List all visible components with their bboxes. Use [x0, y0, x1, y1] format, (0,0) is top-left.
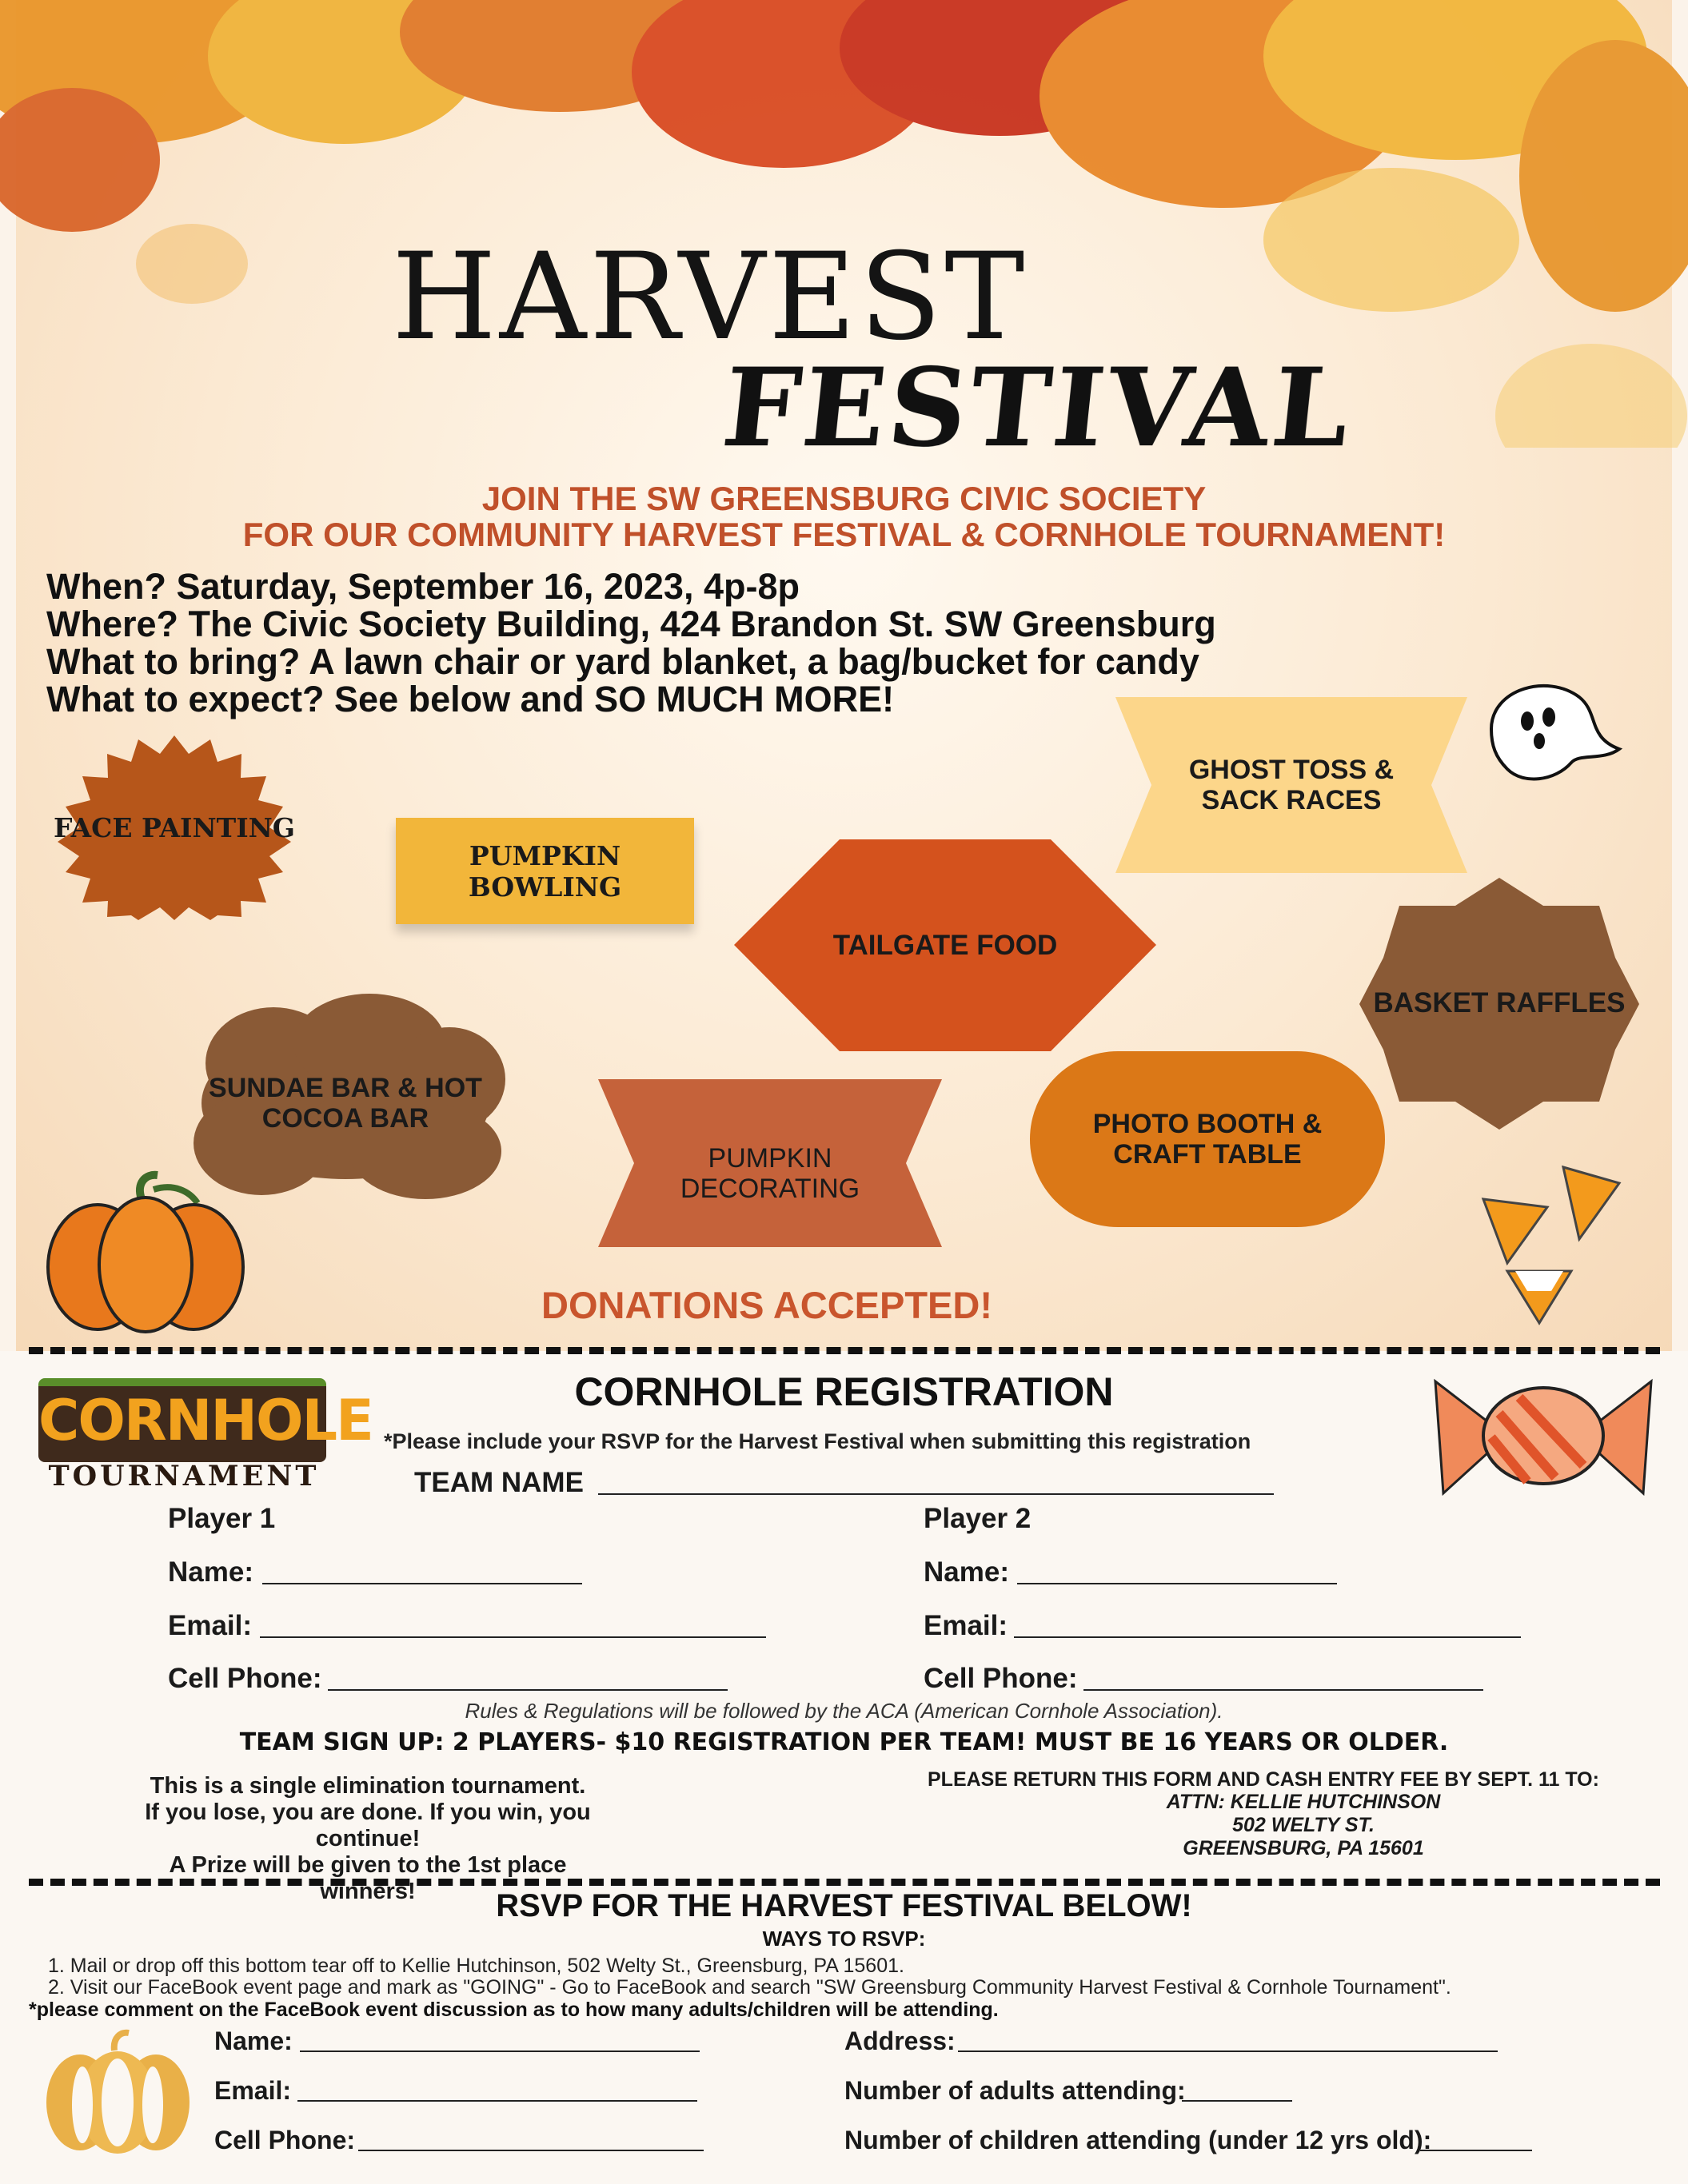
team-name-field[interactable] — [598, 1493, 1274, 1495]
rsvp-item-1: 1. Mail or drop off this bottom tear off to Kellie Hutchinson, 502 Welty St., Greensburg, PA 15601. — [48, 1955, 904, 1977]
rsvp-email-field[interactable] — [297, 2100, 697, 2102]
player1-phone-field[interactable] — [328, 1689, 728, 1691]
rsvp-email-label: Email: — [214, 2076, 292, 2105]
return-city: GREENSBURG, PA 15601 — [1183, 1837, 1424, 1859]
rsvp-name-field[interactable] — [300, 2050, 700, 2052]
rsvp-adults-field[interactable] — [1182, 2100, 1292, 2102]
player2-phone-label: Cell Phone: — [924, 1663, 1078, 1694]
ghost-icon — [1459, 673, 1635, 793]
rsvp-address-label: Address: — [844, 2027, 956, 2055]
rsvp-title: RSVP FOR THE HARVEST FESTIVAL BELOW! — [496, 1888, 1192, 1923]
player2-name-label: Name: — [924, 1556, 1009, 1588]
rsvp-item-2: 2. Visit our FaceBook event page and mark as "GOING" - Go to FaceBook and search "SW Greensburg Community Harvest Festival & Cornhole Tournament". — [48, 1976, 1451, 1999]
info-where: Where? The Civic Society Building, 424 Brandon St. SW Greensburg — [46, 604, 1216, 644]
player1-name-label: Name: — [168, 1556, 253, 1588]
info-bring: What to bring? A lawn chair or yard blanket, a bag/bucket for candy — [46, 641, 1199, 682]
ghost-toss-label: GHOST TOSS & SACK RACES — [1188, 755, 1395, 815]
rsvp-adults-label: Number of adults attending: — [844, 2076, 1186, 2105]
info-expect: What to expect? See below and SO MUCH MORE! — [46, 679, 895, 719]
rsvp-include-note: *Please include your RSVP for the Harvest Festival when submitting this registration — [384, 1429, 1251, 1453]
player2-phone-field[interactable] — [1083, 1689, 1483, 1691]
player2-email-field[interactable] — [1014, 1636, 1521, 1638]
rsvp-address-field[interactable] — [958, 2050, 1498, 2052]
tailgate-food-label: TAILGATE FOOD — [832, 929, 1058, 961]
return-form-title: PLEASE RETURN THIS FORM AND CASH ENTRY FEE BY SEPT. 11 TO: — [928, 1768, 1599, 1791]
donations-accepted: DONATIONS ACCEPTED! — [541, 1284, 992, 1326]
pumpkin-decorating-label: PUMPKIN DECORATING — [680, 1143, 860, 1204]
player1-name-field[interactable] — [262, 1583, 582, 1584]
face-painting-label: FACE PAINTING — [54, 811, 295, 843]
team-signup-text: TEAM SIGN UP: 2 PLAYERS- $10 REGISTRATION PER TEAM! MUST BE 16 YEARS OR OLDER. — [239, 1728, 1449, 1756]
tear-line-2 — [29, 1879, 1660, 1886]
rules-text: Rules & Regulations will be followed by the ACA (American Cornhole Association). — [465, 1699, 1223, 1723]
cornhole-registration-title: CORNHOLE REGISTRATION — [574, 1369, 1114, 1414]
tear-line-1 — [29, 1347, 1660, 1354]
player1-phone-label: Cell Phone: — [168, 1663, 322, 1694]
join-line-2: FOR OUR COMMUNITY HARVEST FESTIVAL & CORNHOLE TOURNAMENT! — [242, 516, 1446, 553]
cornhole-logo-sub: TOURNAMENT — [48, 1460, 320, 1493]
player1-email-field[interactable] — [260, 1636, 766, 1638]
rsvp-phone-label: Cell Phone: — [214, 2126, 356, 2154]
title-harvest: HARVEST — [392, 228, 1028, 367]
ways-to-rsvp: WAYS TO RSVP: — [762, 1927, 926, 1951]
pumpkin-bowling-label: PUMPKIN BOWLING — [468, 839, 622, 903]
player1-heading: Player 1 — [168, 1503, 276, 1534]
pumpkin-outline-icon — [44, 2027, 192, 2154]
player2-email-label: Email: — [924, 1610, 1008, 1641]
rsvp-name-label: Name: — [214, 2027, 293, 2055]
team-name-label: TEAM NAME — [414, 1467, 584, 1498]
join-line-1: JOIN THE SW GREENSBURG CIVIC SOCIETY — [481, 480, 1207, 517]
player2-heading: Player 2 — [924, 1503, 1032, 1534]
sundae-bar-label: SUNDAE BAR & HOT COCOA BAR — [209, 1073, 482, 1134]
rsvp-children-label: Number of children attending (under 12 yrs old): — [844, 2126, 1432, 2154]
elimination-line-2: If you lose, you are done. If you win, you continue! — [145, 1799, 591, 1851]
photo-booth-label: PHOTO BOOTH & CRAFT TABLE — [1092, 1109, 1323, 1170]
player1-email-label: Email: — [168, 1610, 253, 1641]
elimination-line-1: This is a single elimination tournament. — [150, 1773, 586, 1799]
rsvp-comment-note: *please comment on the FaceBook event discussion as to how many adults/children will be attending. — [29, 1999, 999, 2021]
info-when: When? Saturday, September 16, 2023, 4p-8p — [46, 566, 800, 607]
return-street: 502 WELTY ST. — [1232, 1814, 1375, 1836]
basket-raffles-label: BASKET RAFFLES — [1373, 987, 1626, 1018]
player2-name-field[interactable] — [1017, 1583, 1337, 1584]
title-festival: FESTIVAL — [716, 344, 1359, 471]
rsvp-children-field[interactable] — [1420, 2150, 1532, 2151]
cornhole-logo-word: CORNHOLE — [38, 1388, 373, 1453]
rsvp-phone-field[interactable] — [358, 2150, 704, 2151]
return-attn: ATTN: KELLIE HUTCHINSON — [1166, 1791, 1441, 1813]
return-address — [1048, 1791, 1559, 1860]
elimination-line-3: A Prize will be given to the 1st place winners! — [169, 1852, 567, 1904]
